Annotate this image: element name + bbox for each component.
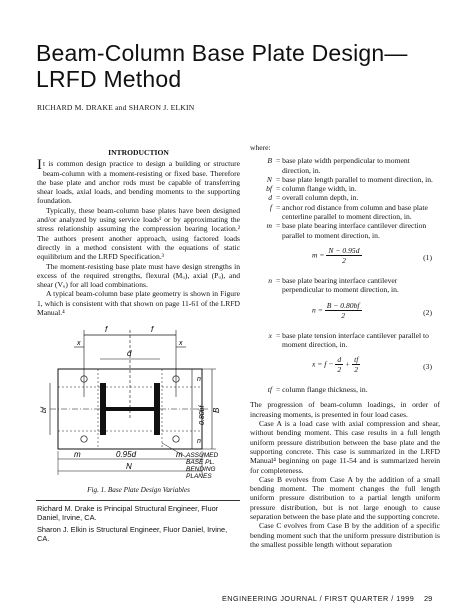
affiliation-elkin: Sharon J. Elkin is Structural Engineer, Fluor Daniel, Irvine, CA. [37,525,228,543]
label-095d: 0.95d [116,450,137,459]
right-paragraph-4: Case C evolves from Case B by the addition of a specific bending moment such that the uniform pressure distribution is the smallest possible length without separation [250,521,440,549]
def-bf: bf = column flange width, in. [266,184,357,194]
anchor-rod [173,436,179,442]
figure-caption: Fig. 1. Base Plate Design Variables [87,486,190,494]
def-B: B = base plate width perpendicular to moment direction, in. [267,156,410,175]
drop-cap: I [37,157,42,174]
label-m-right: m [176,450,183,459]
paragraph-3: The moment-resisting base plate must have design strengths in excess of the required strengths, flexural (Mᵤ), axial (Pᵤ), and shear (Vᵤ) for all load combinations. [37,261,240,290]
def-m: m = base plate bearing interface cantilever direction parallel to moment direction, in. [266,221,427,240]
def-x: x = base plate tension interface cantilever parallel to moment direction, in. [268,330,429,349]
label-x-left: x [77,340,81,347]
affiliation-drake: Richard M. Drake is Principal Structural Engineer, Fluor Daniel, Irvine, CA. [37,504,219,522]
equation-3: x = f − $\frac{d}{2}$ + $\frac{tf}{2}$ (3) [312,355,432,375]
paragraph-4: A typical beam-column base plate geometry is shown in Figure 1, which is consistent with that shown on page 11-61 of the LRFD Manual.⁴ [37,289,240,318]
anchor-rod [81,436,87,442]
def-f: f = anchor rod distance from column and base plate centerline parallel to moment direction, in. [269,202,428,222]
note-assumed-4: PLANES [186,473,212,480]
right-paragraph-3: Case B evolves from Case A by the addition of a small bending moment. The moment changes the full length uniform pressure distribution to a partial length uniform pressure distribution, but is not large enough to cause separation between the base plate and the supporting concrete. [250,474,440,522]
label-m-left: m [74,450,81,459]
label-B: B [212,407,221,413]
journal-footer: ENGINEERING JOURNAL / FIRST QUARTER / 1999 [222,594,415,603]
label-bf: bf [41,407,48,413]
right-column [250,143,440,549]
label-f-left: f [105,325,108,334]
title-line-2: LRFD Method [36,66,182,92]
note-assumed-3: BENDING [186,466,216,473]
label-n-bottom: n [197,438,201,445]
footnote-divider [36,500,240,501]
label-x-right: x [179,340,183,347]
paragraph-2: Typically, these beam-column base plates have been designed and/or analyzed by using service loads¹ or by approximating the stress relationship assuming the compression bearing location.² The authors present another approach, using factored loads directly in a method consistent with the equations of static equilibrium and the LRFD Specification.³ [37,205,240,262]
def-n: n = base plate bearing interface cantilever perpendicular to moment direction, in. [268,275,399,295]
section-heading-introduction: INTRODUCTION [108,148,169,157]
page-number: 29 [424,594,433,603]
def-tf: tf = column flange thickness, in. [267,385,368,395]
def-d: d = overall column depth, in. [268,193,359,203]
base-plate-diagram [36,325,241,485]
label-d: d [127,349,132,358]
label-080bf: 0.80bf [199,405,206,425]
def-N: N = base plate length parallel to moment direction, in. [266,174,433,184]
label-N: N [126,462,132,471]
where-label: where: [250,143,271,152]
author-affiliations [37,504,240,546]
note-assumed-1: ASSUMED [186,452,219,459]
figure-1-base-plate-diagram [36,325,241,485]
equation-2: n = $\frac{B - 0.80bf}{2}$ (2) [312,300,432,320]
title-line-1: Beam-Column Base Plate Design— [36,40,408,66]
right-paragraph-2: Case A is a load case with axial compression and shear, without bending moment. This case results in a full length uniform pressure distribution between the base plate and the supporting concrete. This case is summarized in the LRFD Manual⁴ beginning on page 11-54 and is summarized herein for completeness. [250,419,440,475]
paragraph-1-text: t is common design practice to design a building or structure beam-column with a moment-resisting or fixed base. Therefore the base plate and anchor rods must be capable of transferring shear loads, axial loads, and bending moments to the supporting foundation. [37,159,240,206]
paper-title [36,40,408,92]
equation-1: m = $\frac{N - 0.95d}{2}$ (1) [312,245,432,266]
label-n-top: n [197,376,201,383]
left-column [37,148,240,317]
note-assumed-2: BASE PL. [186,459,215,466]
paragraph-1 [37,159,240,205]
right-paragraph-1: The progression of beam-column loadings, in order of increasing moments, is presented in four load cases. [250,400,440,419]
label-f-right: f [151,325,154,334]
author-line: RICHARD M. DRAKE and SHARON J. ELKIN [37,103,195,112]
